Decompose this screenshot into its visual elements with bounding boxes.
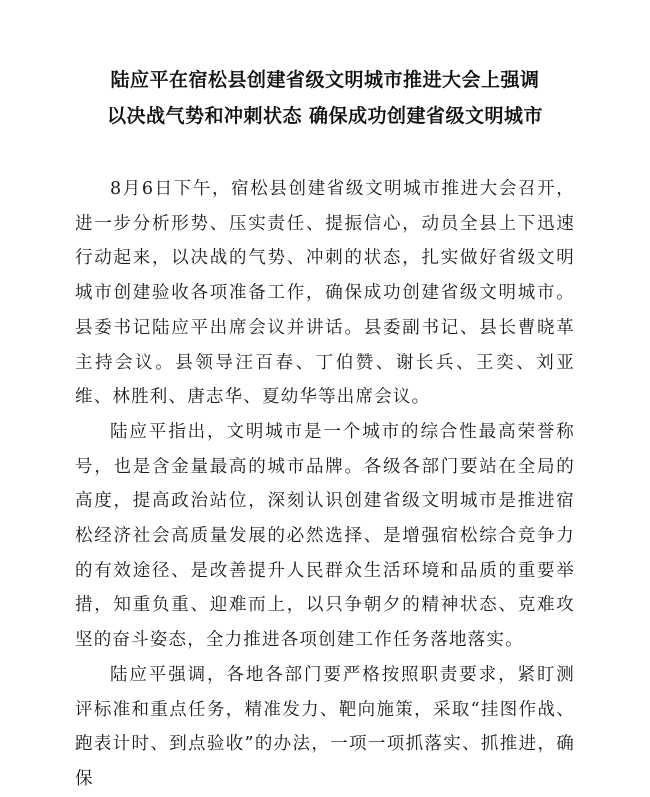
- paragraph-1: 8月6日下午，宿松县创建省级文明城市推进大会召开，进一步分析形势、压实责任、提振信心，动员全县上下迅速行动起来，以决战的气势、冲刺的状态，扎实做好省级文明城市创建验收各项准备工作，确保成功创建省级文明城市。县委书记陆应平出席会议并讲话。县委副书记、县长曹晓革主持会议。县领导汪百春、丁伯赞、谢长兵、王奕、刘亚维、林胜利、唐志华、夏幼华等出席会议。: [75, 179, 575, 408]
- paragraph-2: 陆应平指出，文明城市是一个城市的综合性最高荣誉称号，也是含金量最高的城市品牌。各级各部门要站在全局的高度，提高政治站位，深刻认识创建省级文明城市是推进宿松经济社会高质量发展的必然选择、是增强宿松综合竞争力的有效途径、是改善提升人民群众生活环境和品质的重要举措，知重负重、迎难而上，以只争朝夕的精神状态、克难攻坚的奋斗姿态，全力推进各项创建工作任务落地落实。: [75, 421, 575, 651]
- article-title: [0, 62, 650, 134]
- paragraph-3: 陆应平强调，各地各部门要严格按照职责要求，紧盯测评标准和重点任务，精准发力、靶向施策，采取“挂图作战、跑表计时、到点验收”的办法，一项一项抓落实、抓推进，确保: [75, 664, 575, 789]
- title-line-1: 陆应平在宿松县创建省级文明城市推进大会上强调: [110, 69, 540, 91]
- title-line-2: 以决战气势和冲刺状态 确保成功创建省级文明城市: [106, 105, 544, 127]
- article-body: [75, 172, 575, 797]
